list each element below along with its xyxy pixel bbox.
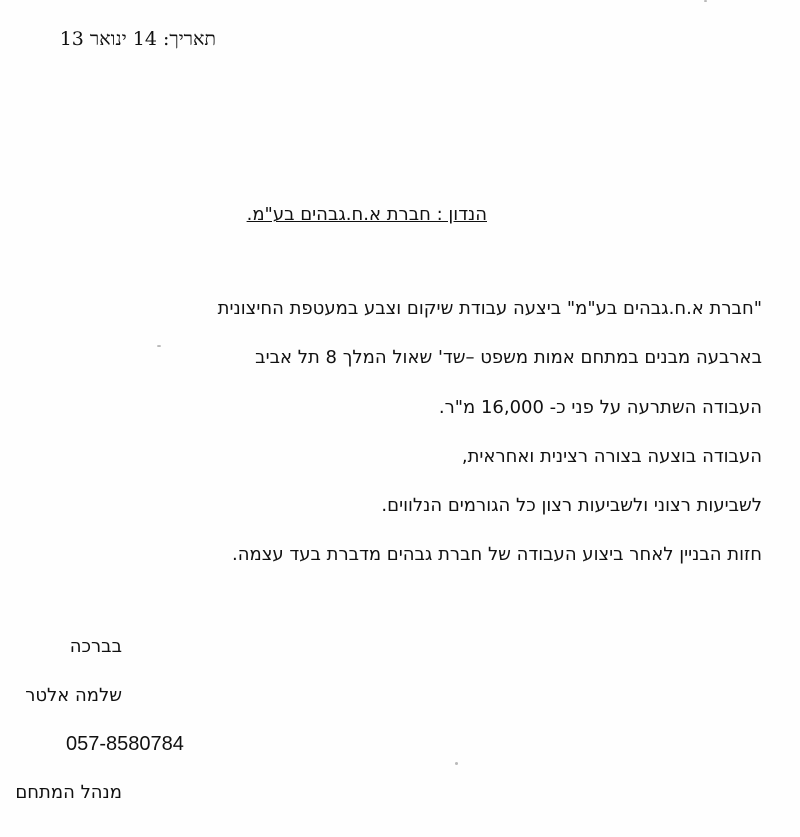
signer-title: מנהל המתחם (15, 782, 122, 803)
body-line-3: העבודה השתרעה על פני כ- 16,000 מ"ר. (438, 397, 762, 418)
body-line-1: "חברת א.ח.גבהים בע"מ" ביצעה עבודת שיקום וצבע במעטפת החיצונית (217, 298, 762, 319)
body-line-5: לשביעות רצוני ולשביעות רצון כל הגורמים הנלווים. (381, 495, 762, 516)
letter-subject: הנדון : חברת א.ח.גבהים בע"מ. (246, 204, 487, 225)
scan-speck (157, 345, 161, 347)
body-line-2: בארבעה מבנים במתחם אמות משפט –שד' שאול המלך 8 תל אביב (255, 347, 762, 368)
closing-greeting: בברכה (69, 636, 122, 657)
body-line-6: חזות הבניין לאחר ביצוע העבודה של חברת גבהים מדברת בעד עצמה. (232, 544, 762, 565)
body-line-4: העבודה בוצעה בצורה רצינית ואחראית, (461, 446, 762, 467)
signer-name: שלמה אלטר (25, 685, 122, 706)
scan-speck (455, 762, 458, 765)
letter-date: תאריך: 14 ינואר 13 (59, 28, 216, 50)
signer-phone: 057-8580784 (66, 733, 184, 755)
scan-speck (704, 0, 707, 2)
